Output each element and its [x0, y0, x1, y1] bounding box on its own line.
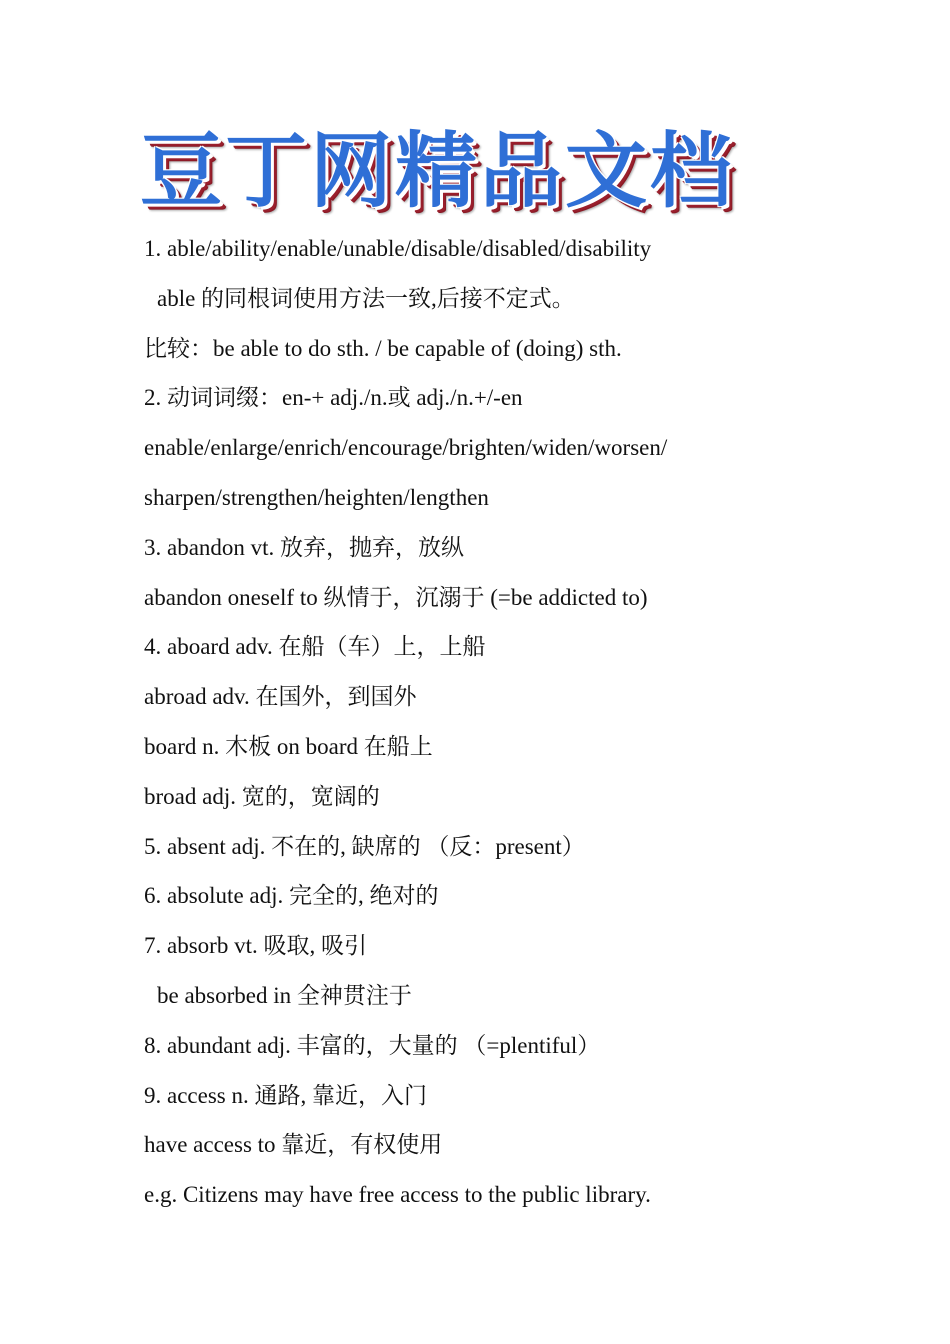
- text-line: be absorbed in 全神贯注于: [157, 982, 412, 1008]
- header-banner: [140, 118, 815, 226]
- banner-title: 豆丁网精品文档: [140, 124, 736, 219]
- text-line: 3. abandon vt. 放弃，抛弃，放纵: [144, 534, 465, 560]
- text-line: e.g. Citizens may have free access to the public library.: [144, 1182, 651, 1208]
- text-line: sharpen/strengthen/heighten/lengthen: [144, 484, 489, 510]
- text-line: 8. abundant adj. 丰富的，大量的 （=plentiful）: [144, 1032, 601, 1058]
- text-line: 比较：be able to do sth. / be capable of (doing) sth.: [144, 335, 622, 361]
- text-line: 4. aboard adv. 在船（车）上，上船: [144, 634, 486, 660]
- text-line: 9. access n. 通路, 靠近，入门: [144, 1082, 427, 1108]
- text-line: enable/enlarge/enrich/encourage/brighten/widen/worsen/: [144, 435, 668, 461]
- text-line: 5. absent adj. 不在的, 缺席的 （反：present）: [144, 833, 585, 859]
- text-line: 2. 动词词缀：en-+ adj./n.或 adj./n.+/-en: [144, 385, 523, 411]
- text-line: 1. able/ability/enable/unable/disable/disabled/disability: [144, 236, 652, 261]
- text-line: 6. absolute adj. 完全的, 绝对的: [144, 883, 439, 909]
- text-line: board n. 木板 on board 在船上: [144, 733, 433, 759]
- document-body: [144, 224, 904, 1220]
- text-line: 7. absorb vt. 吸取, 吸引: [144, 933, 367, 959]
- text-line: broad adj. 宽的，宽阔的: [144, 783, 380, 809]
- text-line: abroad adv. 在国外，到国外: [144, 684, 417, 710]
- text-line: have access to 靠近，有权使用: [144, 1132, 443, 1158]
- text-line: able 的同根词使用方法一致,后接不定式。: [157, 285, 575, 311]
- text-line: abandon oneself to 纵情于，沉溺于 (=be addicted to): [144, 584, 648, 610]
